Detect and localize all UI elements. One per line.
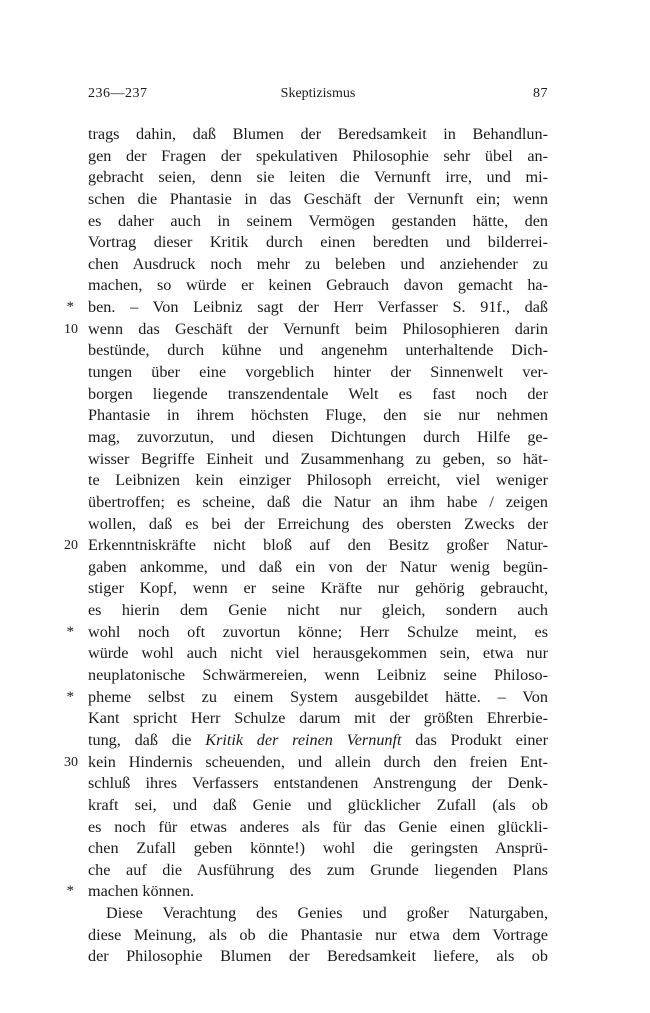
text-run: Kant spricht Herr Schulze darum mit der größten Ehrerbie- xyxy=(88,709,548,728)
body-text xyxy=(64,124,548,968)
text-line xyxy=(88,665,548,687)
text-run: tung, daß die xyxy=(88,730,206,749)
text-line xyxy=(88,730,548,752)
text-run: borgen liegende transzendentale Welt es fast noch der xyxy=(88,384,548,403)
text-line xyxy=(88,189,548,211)
text-line xyxy=(88,167,548,189)
text-line xyxy=(88,860,548,882)
text-line xyxy=(88,427,548,449)
running-header xyxy=(88,86,548,106)
text-line xyxy=(88,405,548,427)
line-number: 20 xyxy=(64,538,78,554)
text-run: kraft sei, und daß Genie und glücklicher Zufall (als ob xyxy=(88,795,548,814)
text-line xyxy=(88,470,548,492)
text-run: stiger Kopf, wenn er seine Kräfte nur gehörig gebraucht, xyxy=(88,579,548,598)
text-run: mag, zuvorzutun, und diesen Dichtungen durch Hilfe ge- xyxy=(88,427,548,446)
text-run: tungen über eine vorgeblich hinter der Sinnenwelt ver- xyxy=(88,363,548,382)
text-run: neuplatonische Schwärmereien, wenn Leibniz seine Philoso- xyxy=(88,666,548,685)
text-run: es noch für etwas anderes als für das Genie einen glückli- xyxy=(88,817,548,836)
text-run: bestünde, durch kühne und angenehm unterhaltende Dich- xyxy=(88,341,548,360)
text-line xyxy=(88,211,548,233)
text-run: kein Hindernis scheuenden, und allein durch den freien Ent- xyxy=(88,752,548,771)
text-line xyxy=(66,297,548,319)
text-run: es hierin dem Genie nicht nur gleich, sondern auch xyxy=(88,601,548,620)
line-number: 30 xyxy=(64,754,78,770)
text-run: Phantasie in ihrem höchsten Fluge, den sie nur nehmen xyxy=(88,406,548,425)
annotation-marker: * xyxy=(66,883,74,900)
text-run: gebracht seien, denn sie leiten die Vernunft irre, und mi- xyxy=(88,168,548,187)
text-line xyxy=(88,578,548,600)
text-run: ben. – Von Leibniz sagt der Herr Verfasser S. 91f., daß xyxy=(88,298,548,317)
text-line xyxy=(88,340,548,362)
text-run: das Produkt einer xyxy=(401,730,548,749)
text-line xyxy=(88,557,548,579)
chapter-title: Skeptizismus xyxy=(280,86,356,101)
text-line xyxy=(88,362,548,384)
text-run: te Leibnizen kein einziger Philosoph erreicht, viel weniger xyxy=(88,471,548,490)
text-line xyxy=(88,275,548,297)
text-line xyxy=(88,838,548,860)
page-range: 236—237 xyxy=(88,86,148,101)
text-run: machen, so würde er keinen Gebrauch davon gemacht ha- xyxy=(88,276,548,295)
text-run: gaben ankomme, und daß ein von der Natur wenig begün- xyxy=(88,557,548,576)
line-number: 10 xyxy=(64,321,78,337)
page-number: 87 xyxy=(533,86,548,101)
text-run: übertroffen; es scheine, daß die Natur an ihm habe / zeigen xyxy=(88,492,548,511)
text-line xyxy=(64,535,548,557)
text-line xyxy=(88,124,548,146)
text-run: der Philosophie Blumen der Beredsamkeit liefere, als ob xyxy=(88,947,548,966)
text-line xyxy=(88,600,548,622)
text-line xyxy=(88,903,548,925)
text-run: würde wohl auch nicht viel herausgekommen sein, etwa nur xyxy=(88,644,548,663)
text-run: Diese Verachtung des Genies und großer Naturgaben, xyxy=(106,904,548,923)
text-line xyxy=(88,384,548,406)
text-line xyxy=(88,232,548,254)
text-line xyxy=(64,752,548,774)
text-line xyxy=(88,946,548,968)
annotation-marker: * xyxy=(66,688,74,705)
text-run: wollen, daß es bei der Erreichung des obersten Zwecks der xyxy=(88,514,548,533)
text-line xyxy=(88,643,548,665)
text-line xyxy=(88,146,548,168)
text-run: che auf die Ausführung des zum Grunde liegenden Plans xyxy=(88,860,548,879)
text-run: pheme selbst zu einem System ausgebildet hätte. – Von xyxy=(88,687,548,706)
text-line xyxy=(88,708,548,730)
text-run: trags dahin, daß Blumen der Beredsamkeit in Behandlun- xyxy=(88,125,548,143)
text-run: Vortrag dieser Kritik durch einen beredten und bilderrei- xyxy=(88,233,548,252)
text-line xyxy=(88,795,548,817)
text-line xyxy=(88,773,548,795)
text-run: chen Zufall geben könnte!) wohl die geringsten Ansprü- xyxy=(88,839,548,858)
text-run: machen können. xyxy=(88,882,195,901)
annotation-marker: * xyxy=(66,623,74,640)
text-line xyxy=(88,254,548,276)
text-line xyxy=(66,687,548,709)
annotation-marker: * xyxy=(66,299,74,316)
text-line xyxy=(66,881,548,903)
text-run: gen der Fragen der spekulativen Philosophie sehr übel an- xyxy=(88,146,548,165)
text-line xyxy=(88,492,548,514)
text-run: wohl noch oft zuvortun könne; Herr Schulze meint, es xyxy=(88,622,548,641)
text-line xyxy=(88,925,548,947)
text-run: schluß ihres Verfassers entstandenen Anstrengung der Denk- xyxy=(88,774,548,793)
text-line xyxy=(88,449,548,471)
text-run: diese Meinung, als ob die Phantasie nur etwa dem Vortrage xyxy=(88,925,548,944)
text-line xyxy=(66,622,548,644)
text-run: wisser Begriffe Einheit und Zusammenhang zu geben, so hät- xyxy=(88,449,548,468)
text-line xyxy=(88,514,548,536)
text-run: schen die Phantasie in das Geschäft der Vernunft ein; wenn xyxy=(88,189,548,208)
book-title: Kritik der reinen Vernunft xyxy=(205,730,402,749)
text-run: chen Ausdruck noch mehr zu beleben und anziehender zu xyxy=(88,254,548,273)
text-line xyxy=(64,319,548,341)
text-run: es daher auch in seinem Vermögen gestanden hätte, den xyxy=(88,211,548,230)
text-run: Erkenntniskräfte nicht bloß auf den Besitz großer Natur- xyxy=(88,536,548,555)
text-run: wenn das Geschäft der Vernunft beim Philosophieren darin xyxy=(88,319,548,338)
text-line xyxy=(88,817,548,839)
